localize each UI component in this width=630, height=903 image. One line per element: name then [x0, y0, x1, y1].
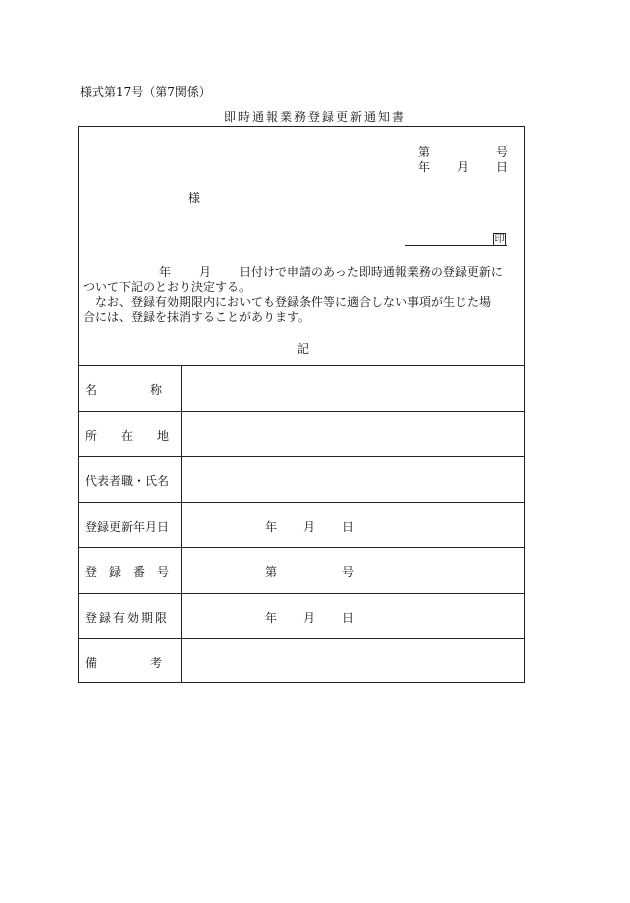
ki-label: 記 — [297, 342, 310, 356]
row-divider — [79, 456, 524, 457]
row-divider — [79, 547, 524, 548]
notice-body — [83, 265, 523, 325]
addressee-suffix: 様 — [188, 191, 201, 205]
date-year: 年 — [418, 160, 431, 174]
body-month: 月 — [199, 265, 212, 279]
row-label-representative: 代表者職・氏名 — [85, 474, 170, 488]
body-line-4: 合には、登録を抹消することがあります。 — [83, 310, 311, 324]
expiry-day: 日 — [342, 611, 355, 625]
body-line-2: ついて下記のとおり決定する。 — [83, 280, 252, 294]
row-divider — [79, 593, 524, 594]
date-day: 日 — [496, 160, 509, 174]
body-line-1-rest: 日付けで申請のあった即時通報業務の登録更新に — [239, 265, 503, 279]
renewal-month: 月 — [303, 520, 316, 534]
row-label-address: 所 在 地 — [85, 429, 170, 443]
document-title: 即時通報業務登録更新通知書 — [223, 110, 406, 124]
row-label-renewal-date: 登録更新年月日 — [85, 520, 170, 534]
row-divider — [79, 502, 524, 503]
row-label-remarks: 備 考 — [85, 656, 164, 670]
form-number-label: 様式第17号（第7関係） — [80, 85, 211, 99]
expiry-year: 年 — [265, 611, 278, 625]
row-label-name: 名 称 — [85, 383, 164, 397]
body-line-3: なお、登録有効期限内においても登録条件等に適合しない事項が生じた場 — [83, 295, 492, 309]
row-divider — [79, 638, 524, 639]
row-label-expiry: 登録有効期限 — [85, 611, 170, 625]
date-month: 月 — [457, 160, 470, 174]
seal-mark: 印 — [494, 234, 505, 245]
column-divider — [181, 365, 182, 682]
table-top-rule — [79, 365, 524, 366]
reg-number-prefix: 第 — [265, 565, 278, 579]
notice-form-frame — [78, 126, 525, 683]
number-prefix: 第 — [418, 145, 431, 159]
number-suffix: 号 — [496, 145, 509, 159]
renewal-day: 日 — [342, 520, 355, 534]
body-year: 年 — [159, 265, 172, 279]
expiry-month: 月 — [303, 611, 316, 625]
issuer-signature-line — [405, 245, 507, 246]
row-divider — [79, 411, 524, 412]
body-line-1 — [83, 265, 523, 280]
renewal-year: 年 — [265, 520, 278, 534]
row-label-registration-number: 登 録 番 号 — [85, 565, 170, 579]
reg-number-suffix: 号 — [342, 565, 355, 579]
